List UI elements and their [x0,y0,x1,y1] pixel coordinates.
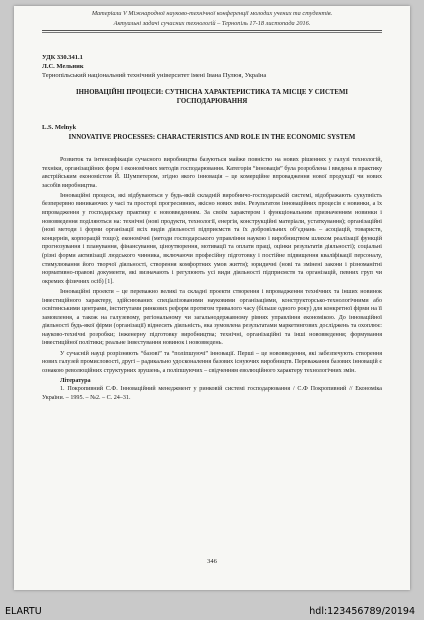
header-line-2: Актуальні задачі сучасних технологій – Тернопіль 17-18 листопада 2016. [113,20,311,27]
running-header [42,9,382,29]
header-rule-thin [42,32,382,33]
header-line-1: Матеріали V Міжнародної науково-технічної конференції молодих учених та студентів. [91,10,333,17]
affiliation: Тернопільський національний технічний університет імені Івана Пулюя, Україна [42,72,267,79]
paragraph: У сучасній науці розрізняють “базові” та “поліпшуючі” інновації. Перші – це нововведення, які забезпечують створення нових галузей промисловості, другі – радикально удосконалення базових існуючих виробництв. Переважання базових інновацій є ознакою революційних структурних зрушень, а поліпшуючих – свідченням еволюційного характеру технологічних змін. [42,350,382,374]
paragraph: Розвиток та інтенсифікація сучасного виробництва базуються майже повністю на нових рішеннях у галузі технологій, техніки, організаційних форм і економічних методів господарювання. Категорія “інновація” була розроблена і введена в практику австрійським економістом Й. Шумпетером, згідно якого інновація – це комерційне впровадження нової продукції чи нових засобів виробництва. [42,157,382,189]
page-number: 346 [207,558,217,565]
article-meta [42,53,382,80]
header-rule [42,30,382,31]
repository-footer [0,600,424,620]
udk-code: УДК 330.341.1 [42,54,83,61]
paragraph: Інноваційні процеси, які відбуваються у будь-якій складній виробничо-господарській системі, відображають сукупність безперервно виникаючих у часі та просторі прогресивних, якісно нових змін. Результатом інноваційних процесів є новинки, а їх впровадження у господарську практику є нововведенням. За своїм характером і функціональним призначенням новинки і нововведення поділяються на: технічні (нові продукти, технології, енергія, конструкційні матеріали, устаткування); організаційні (нові методи і форми організації всіх видів діяльності підприємств та їх добровільних об’єднань – асоціацій, товариств, концернів, корпорацій тощо); економічні (методи господарського управління наукою і виробництвом шляхом реалізації функцій прогнозування і планування, фінансування, ціноутворення, мотивації та оплати праці, оцінки результатів діяльності); соціальні (різні форми активізації людського чинника, включаючи професійну підготовку і постійне підвищення кваліфікації персоналу, стимулювання його творчої діяльності, створення комфортних умов життя); юридичні (нові та змінені закони і різноманітні нормативно-правові документи, які визначають і регулюють усі види діяльності підприємств та організацій, певних груп чи окремих фізичних осіб) [1]. [42,192,382,285]
title-english: INNOVATIVE PROCESSES: CHARACTERISTICS AND ROLE IN THE ECONOMIC SYSTEM [68,134,356,141]
paper-page [14,6,410,590]
title-ukrainian: ІННОВАЦІЙНІ ПРОЦЕСИ: СУТНІСНА ХАРАКТЕРИСТИКА ТА МІСЦЕ У СИСТЕМІ ГОСПОДАРЮВАННЯ [75,89,349,105]
author-name-english: L.S. Melnyk [42,124,77,131]
handle-link[interactable]: hdl:123456789/20194 [309,606,415,617]
article-body [42,156,382,403]
literature-heading: Література [60,377,91,384]
author-name: Л.С. Мельник [42,63,84,70]
repository-name: ELARTU [5,606,42,617]
reference-item: 1. Покропивний С.Ф. Інноваційний менеджмент у ринковій системі господарювання / С.Ф Покропивний // Економіка України. – 1995. – №2. – С. 24–31. [42,386,382,402]
paragraph: Інноваційні проекти – це переважно великі та складні проекти створення і впровадження технічних та інших новинок інвестиційного характеру, здійснюваних спеціалізованими науковими організаціями, конструкторсько-технологічними або освітянськими центрами, інститутами ринкових реформ протягом тривалого часу (більше одного року) для конкретної фірми на її замовлення, а також на галузевому, регіональному чи загальнодержавному рівнях управління економікою. До інноваційної діяльності будь-якої фірми (організації) віднесять діяльність, яка зумовлена результатами маркетингових досліджень та охоплює: науково-технічні розробки; інженерну підготовку виробництва; технічні, організаційні та інші нововведення; формування інвестиційної політики; реальне інвестування новинок і нововведень. [42,288,382,347]
